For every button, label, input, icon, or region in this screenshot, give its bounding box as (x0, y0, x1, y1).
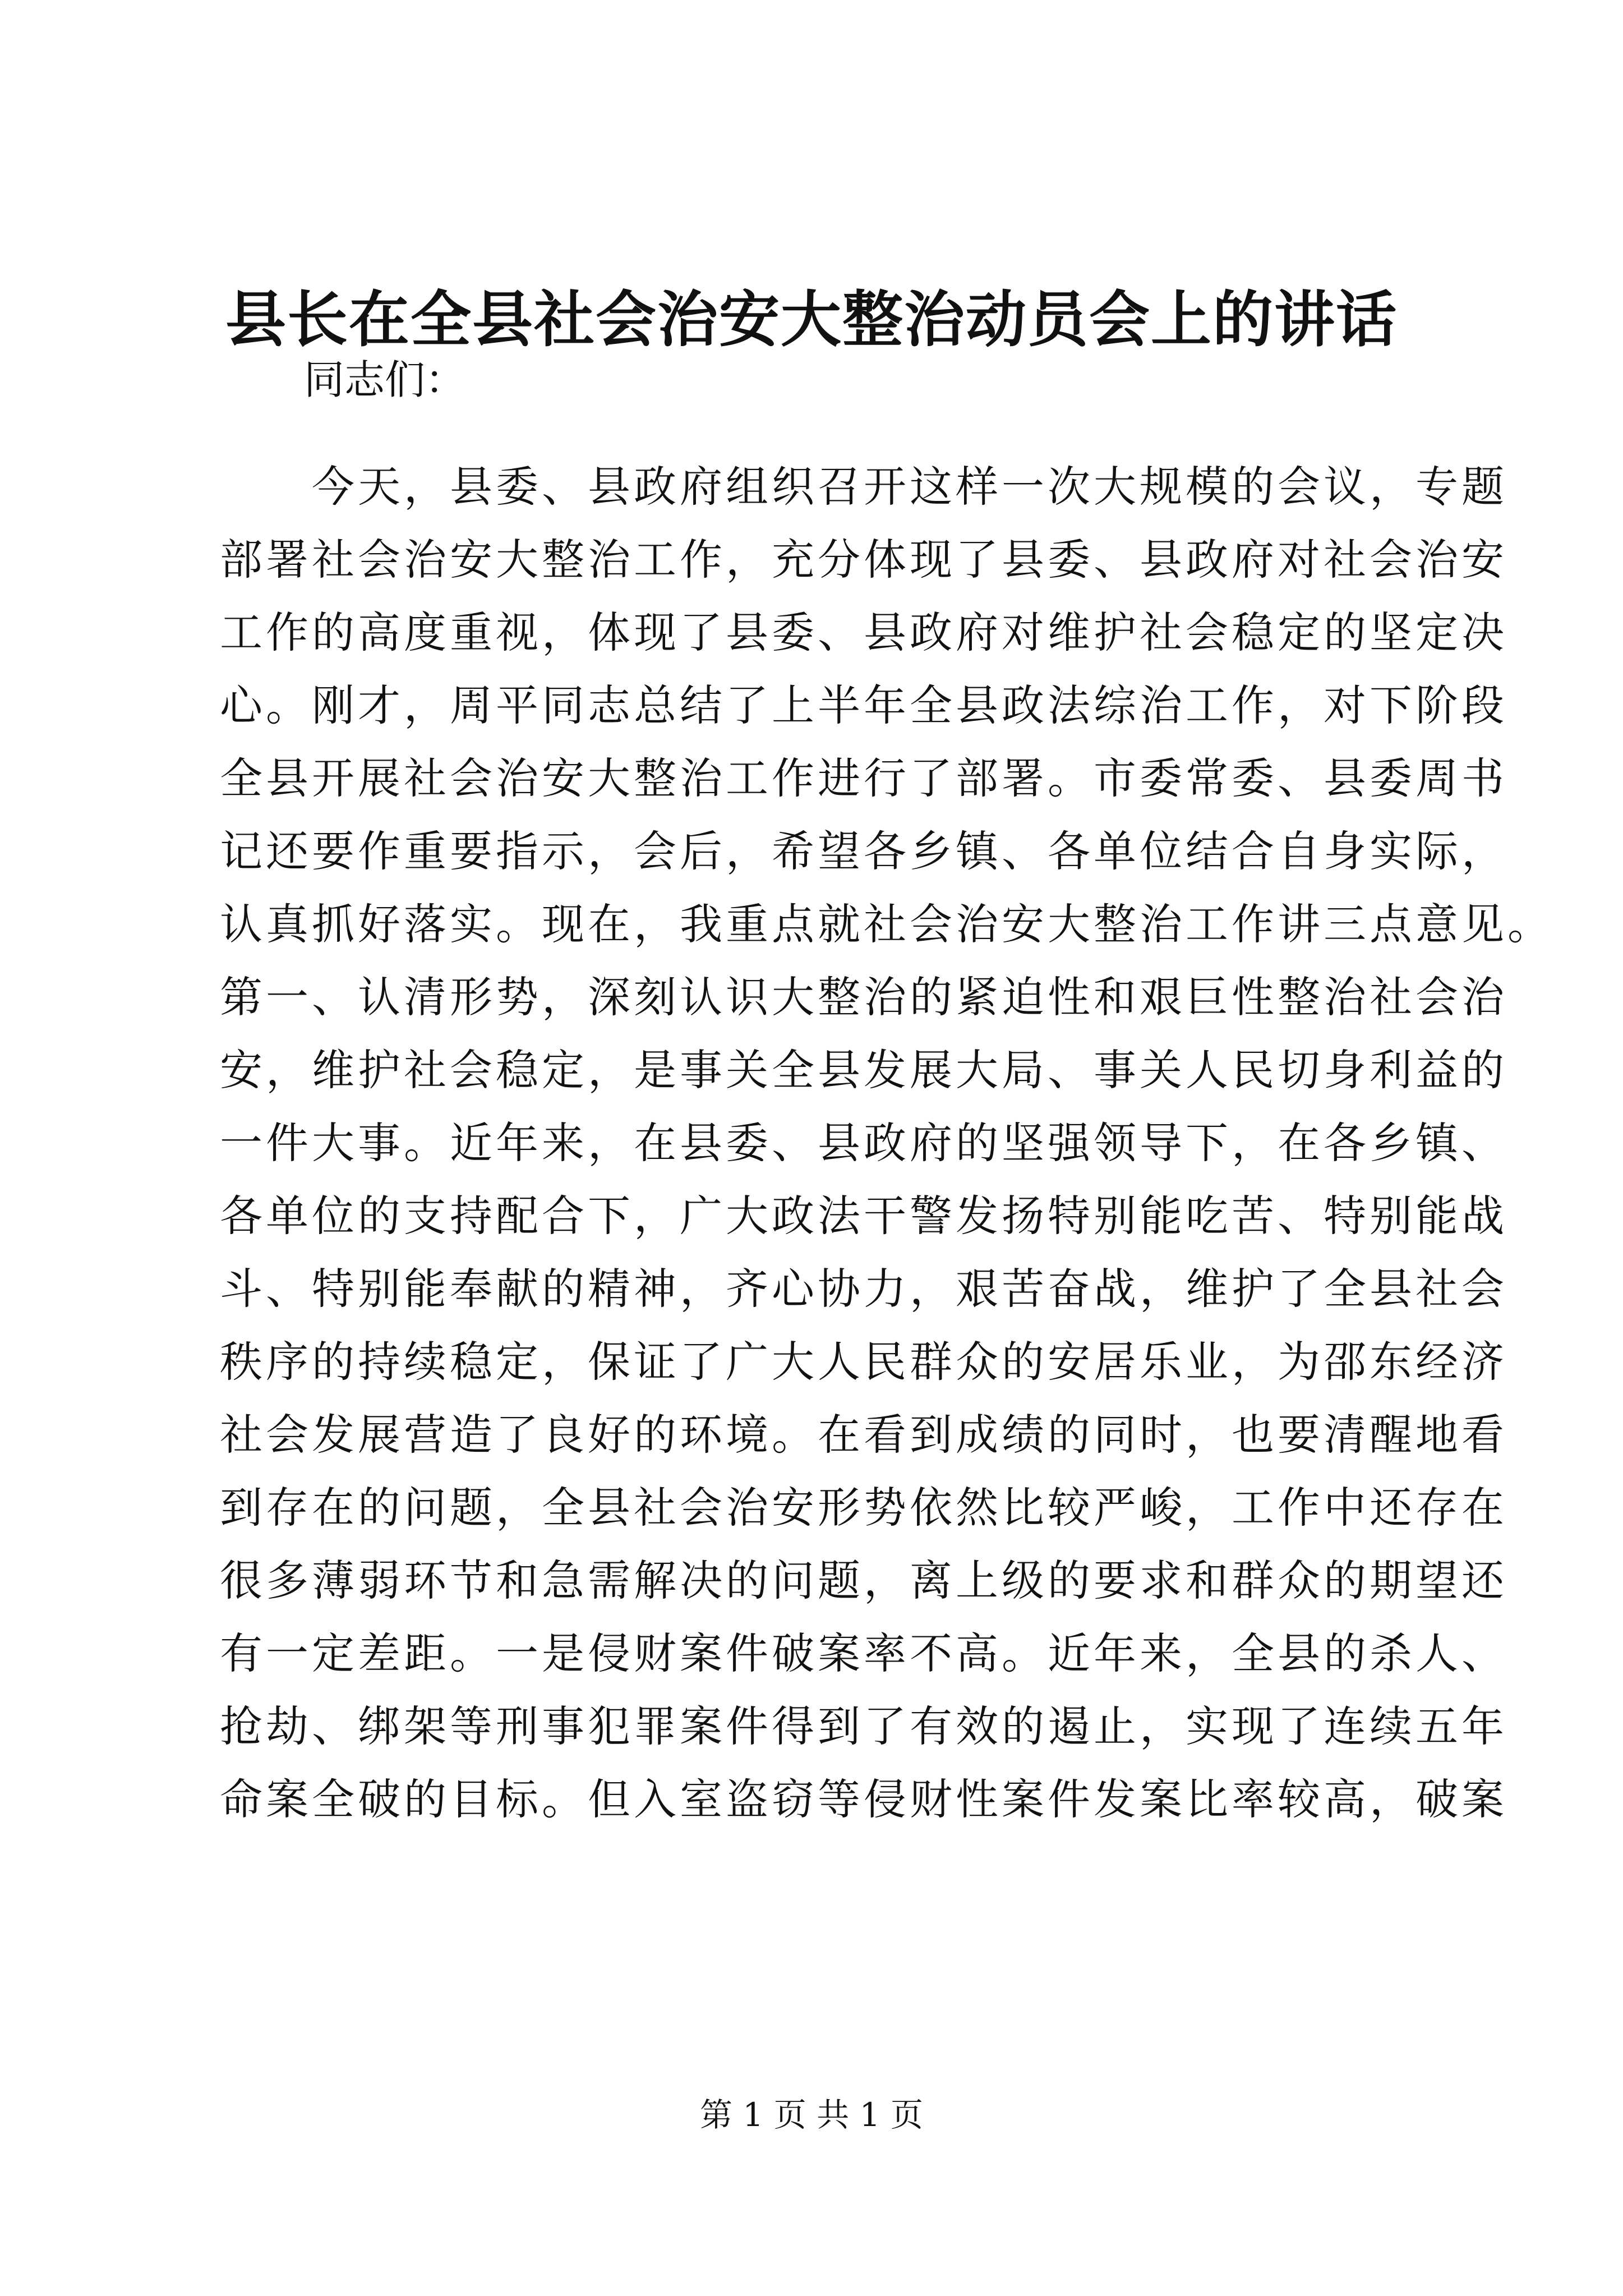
body-line: 心。刚才，周平同志总结了上半年全县政法综治工作，对下阶段 (220, 680, 1507, 730)
document-title: 县长在全县社会治安大整治动员会上的讲话 (225, 284, 1398, 355)
body-line: 到存在的问题，全县社会治安形势依然比较严峻，工作中还存在 (220, 1483, 1507, 1533)
body-line: 一件大事。近年来，在县委、县政府的坚强领导下，在各乡镇、 (220, 1118, 1507, 1168)
body-line: 命案全破的目标。但入室盗窃等侵财性案件发案比率较高，破案 (220, 1774, 1507, 1824)
body-line: 记还要作重要指示，会后，希望各乡镇、各单位结合自身实际， (220, 826, 1507, 876)
body-line: 很多薄弱环节和急需解决的问题，离上级的要求和群众的期望还 (220, 1556, 1507, 1605)
page-footer: 第 1 页 共 1 页 (700, 2096, 923, 2134)
body-line: 社会发展营造了良好的环境。在看到成绩的同时，也要清醒地看 (220, 1410, 1507, 1460)
body-line: 秩序的持续稳定，保证了广大人民群众的安居乐业，为邵东经济 (220, 1337, 1507, 1387)
body-line: 各单位的支持配合下，广大政法干警发扬特别能吃苦、特别能战 (220, 1191, 1507, 1241)
body-line: 全县开展社会治安大整治工作进行了部署。市委常委、县委周书 (220, 753, 1507, 803)
body-line: 安，维护社会稳定，是事关全县发展大局、事关人民切身利益的 (220, 1045, 1507, 1095)
body-line: 第一、认清形势，深刻认识大整治的紧迫性和艰巨性整治社会治 (220, 972, 1507, 1022)
body-line: 部署社会治安大整治工作，充分体现了县委、县政府对社会治安 (220, 535, 1507, 585)
salutation: 同志们： (304, 356, 466, 403)
body-line: 抢劫、绑架等刑事犯罪案件得到了有效的遏止，实现了连续五年 (220, 1701, 1507, 1751)
body-line: 今天，县委、县政府组织召开这样一次大规模的会议，专题 (220, 462, 1507, 512)
body-line: 认真抓好落实。现在，我重点就社会治安大整治工作讲三点意见。 (220, 899, 1553, 949)
body-text (220, 450, 1553, 1836)
body-line: 有一定差距。一是侵财案件破案率不高。近年来，全县的杀人、 (220, 1628, 1507, 1678)
body-line: 斗、特别能奉献的精神，齐心协力，艰苦奋战，维护了全县社会 (220, 1264, 1507, 1314)
body-line: 工作的高度重视，体现了县委、县政府对维护社会稳定的坚定决 (220, 608, 1507, 657)
